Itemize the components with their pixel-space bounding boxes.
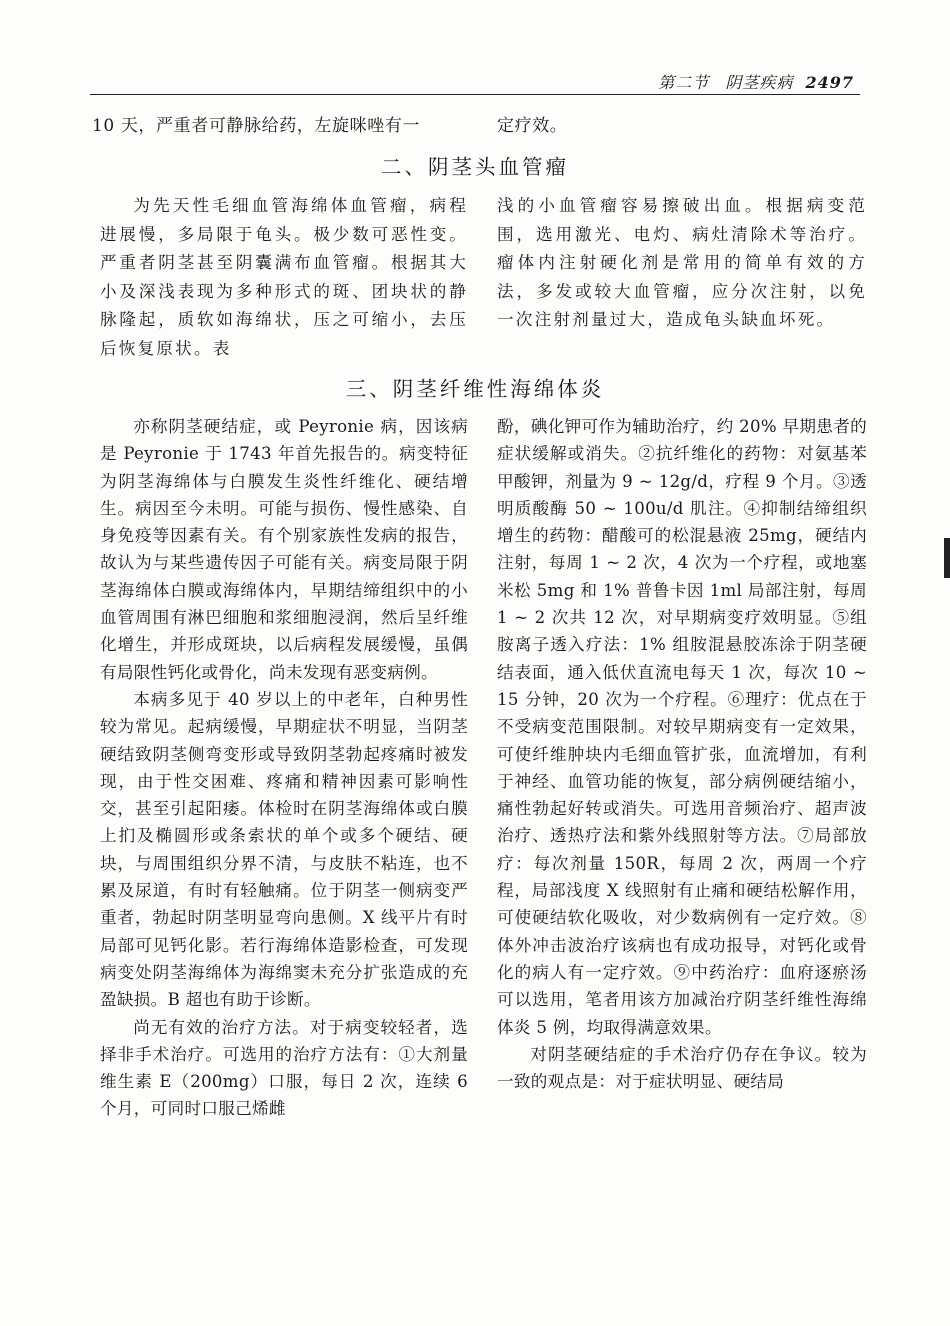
section-3-left-paragraph-2: 本病多见于 40 岁以上的中老年，白种男性较为常见。起病缓慢，早期症状不明显，当阴茎硬结致阴茎侧弯变形或导致阴茎勃起疼痛时被发现，由于性交困难、疼痛和精神因素可影响性交，甚至引起阳痿。体检时在阴茎海绵体或白膜上扪及椭圆形或条索状的单个或多个硬结、硬块，与周围组织分界不清，与皮肤不粘连，也不累及尿道，有时有轻触痛。位于阴茎一侧病变严重者，勃起时阴茎明显弯向患侧。X 线平片有时局部可见钙化影。若行海绵体造影检查，可发现病变处阴茎海绵体为海绵窦未充分扩张造成的充盈缺损。B 超也有助于诊断。 bbox=[100, 689, 468, 1010]
header-chapter: 阴茎疾病 bbox=[725, 73, 794, 92]
continuation-line-left: 10 天，严重者可静脉给药，左旋咪唑有一 bbox=[92, 116, 421, 136]
section-3-right-column bbox=[497, 413, 867, 1095]
section-2-left-paragraph: 为先天性毛细血管海绵体血管瘤，病程进展慢，多局限于龟头。极少数可恶性变。严重者阴茎甚至阴囊满布血管瘤。根据其大小及深浅表现为多种形式的斑、团块状的静脉隆起，质软如海绵状，压之可缩小，去压后恢复原状。表 bbox=[100, 196, 468, 358]
section-3-right-paragraph-2: 对阴茎硬结症的手术治疗仍存在争议。较为一致的观点是：对于症状明显、硬结局 bbox=[497, 1044, 867, 1092]
section-3-right-paragraph-1: 酚，碘化钾可作为辅助治疗，约 20% 早期患者的症状缓解或消失。②抗纤维化的药物：对氨基苯甲酸钾，剂量为 9 ~ 12g/d，疗程 9 个月。③透明质酸酶 50 ~ 100u/d 肌注。④抑制结缔组织增生的药物：醋酸可的松混悬液 25mg，硬结内注射，每周 1 ~ 2 次，4 次为一个疗程，或地塞米松 5mg 和 1% 普鲁卡因 1ml 局部注射，每周 1 ~ 2 次共 12 次，对早期病变疗效明显。⑤组胺离子透入疗法：1% 组胺混悬胶冻涂于阴茎硬结表面，通入低伏直流电每天 1 次，每次 10 ~ 15 分钟，20 次为一个疗程。⑥理疗：优点在于不受病变范围限制。对较早期病变有一定效果，可使纤维肿块内毛细血管扩张，血流增加，有利于神经、血管功能的恢复，部分病例硬结缩小，痛性勃起好转或消失。可选用音频治疗、超声波治疗、透热疗法和紫外线照射等方法。⑦局部放疗：每次剂量 150R，每周 2 次，两周一个疗程，局部浅度 X 线照射有止痛和硬结松解作用，可使硬结软化吸收，对少数病例有一定疗效。⑧体外冲击波治疗该病也有成功报导，对钙化或骨化的病人有一定疗效。⑨中药治疗：血府逐瘀汤可以选用，笔者用该方加减治疗阴茎纤维性海绵体炎 5 例，均取得满意效果。 bbox=[497, 417, 867, 1037]
section-2-title: 二、阴茎头血管瘤 bbox=[381, 155, 569, 179]
section-3-left-paragraph-1: 亦称阴茎硬结症，或 Peyronie 病，因该病是 Peyronie 于 1743 年首先报告的。病变特征为阴茎海绵体与白膜发生炎性纤维化、硬结增生。病因至今未明。可能与损伤、慢性感染、自身免疫等因素有关。有个别家族性发病的报告，故认为与某些遗传因子可能有关。病变局限于阴茎海绵体白膜或海绵体内，早期结缔组织中的小血管周围有淋巴细胞和浆细胞浸润，然后呈纤维化增生，并形成斑块，以后病程发展缓慢，虽偶有局限性钙化或骨化，尚未发现有恶变病例。 bbox=[100, 417, 468, 682]
header-section: 第二节 bbox=[658, 73, 710, 92]
section-2-right-paragraph: 浅的小血管瘤容易擦破出血。根据病变范围，选用激光、电灼、病灶清除术等治疗。瘤体内注射硬化剂是常用的简单有效的方法，多发或较大血管瘤，应分次注射，以免一次注射剂量过大，造成龟头缺血坏死。 bbox=[497, 196, 867, 330]
scan-edge-mark bbox=[944, 538, 950, 578]
section-3-left-paragraph-3: 尚无有效的治疗方法。对于病变较轻者，选择非手术治疗。可选用的治疗方法有：①大剂量维生素 E（200mg）口服，每日 2 次，连续 6 个月，可同时口服己烯雌 bbox=[100, 1017, 468, 1119]
section-3-title: 三、阴茎纤维性海绵体炎 bbox=[345, 377, 605, 401]
section-2-right-column bbox=[497, 192, 867, 335]
continuation-line-right: 定疗效。 bbox=[497, 116, 568, 136]
running-header-text bbox=[658, 70, 854, 93]
section-2-left-column bbox=[100, 192, 468, 364]
running-header bbox=[90, 66, 860, 95]
section-3-left-column bbox=[100, 413, 468, 1123]
page-number: 2497 bbox=[805, 73, 854, 92]
